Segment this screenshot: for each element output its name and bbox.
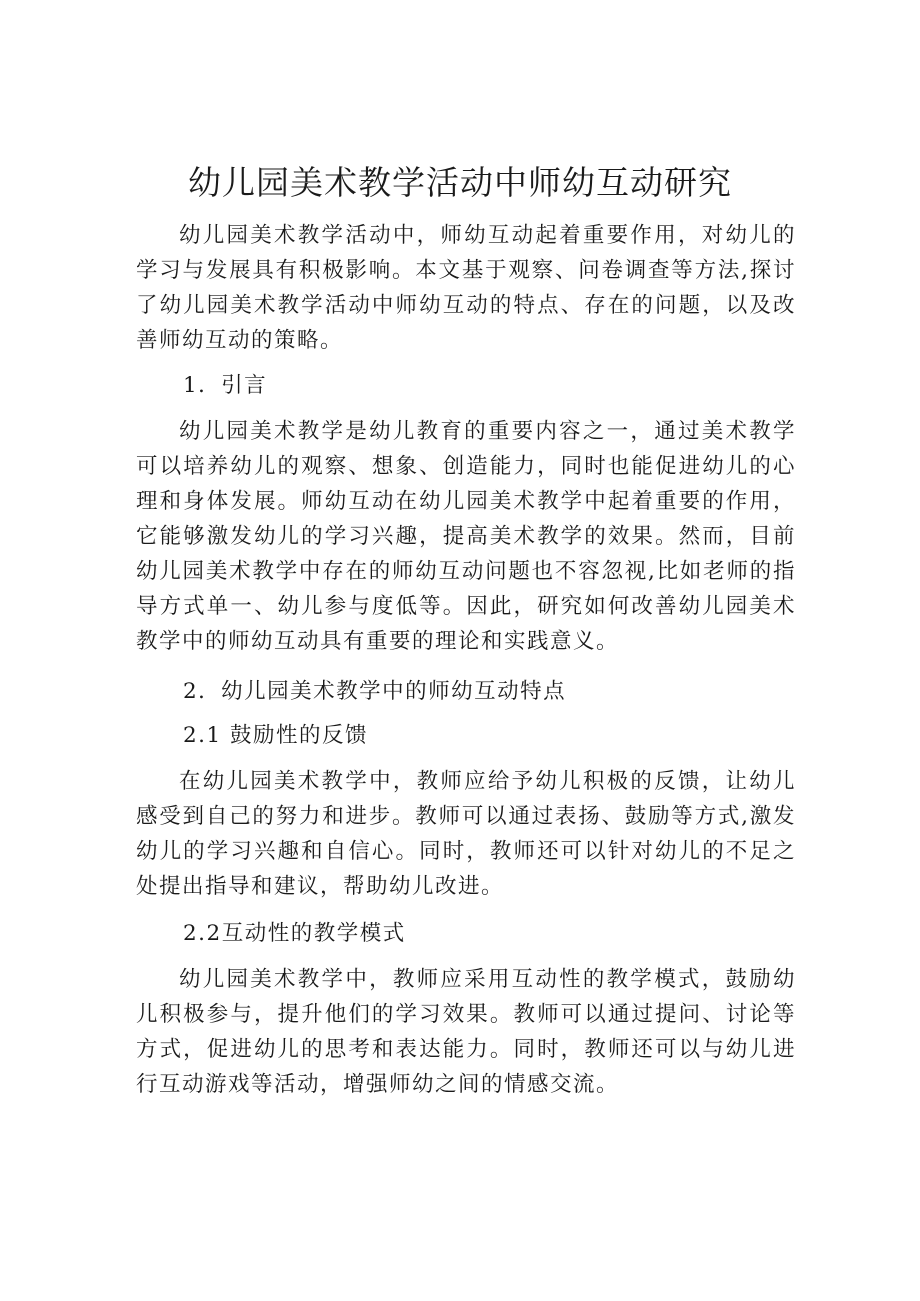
section-1-heading: 1．引言 [183,373,268,398]
section-2-1-heading: 2.1 鼓励性的反馈 [183,723,369,748]
section-2-heading: 2．幼儿园美术教学中的师幼互动特点 [183,679,567,704]
section-2-1-paragraph: 在幼儿园美术教学中，教师应给予幼儿积极的反馈，让幼儿感受到自己的努力和进步。教师可以通过表扬、鼓励等方式,激发幼儿的学习兴趣和自信心。同时，教师还可以针对幼儿的不足之处提出指导和建议，帮助幼儿改进。 [136,769,796,899]
section-1-paragraph: 幼儿园美术教学是幼儿教育的重要内容之一，通过美术教学可以培养幼儿的观察、想象、创造能力，同时也能促进幼儿的心理和身体发展。师幼互动在幼儿园美术教学中起着重要的作用，它能够激发幼儿的学习兴趣，提高美术教学的效果。然而，目前幼儿园美术教学中存在的师幼互动问题也不容忽视,比如老师的指导方式单一、幼儿参与度低等。因此，研究如何改善幼儿园美术教学中的师幼互动具有重要的理论和实践意义。 [136,419,796,654]
section-2-2-paragraph: 幼儿园美术教学中，教师应采用互动性的教学模式，鼓励幼儿积极参与，提升他们的学习效果。教师可以通过提问、讨论等方式，促进幼儿的思考和表达能力。同时，教师还可以与幼儿进行互动游戏等活动，增强师幼之间的情感交流。 [136,967,796,1097]
document-title: 幼儿园美术教学活动中师幼互动研究 [188,163,732,202]
section-2-2-heading: 2.2互动性的教学模式 [183,921,406,946]
abstract-paragraph: 幼儿园美术教学活动中，师幼互动起着重要作用，对幼儿的学习与发展具有积极影响。本文基于观察、问卷调查等方法,探讨了幼儿园美术教学活动中师幼互动的特点、存在的问题，以及改善师幼互动的策略。 [136,223,796,353]
